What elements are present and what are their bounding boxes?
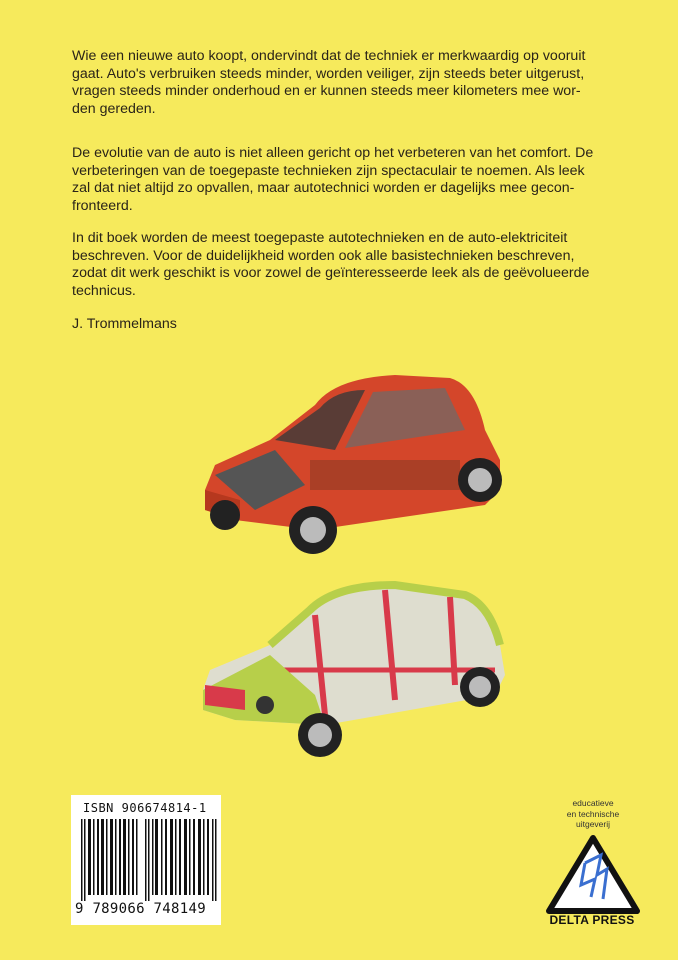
tagline-line: en technische (566, 808, 620, 819)
body-frame-car-illustration (195, 575, 515, 765)
isbn-number: ISBN 906674814-1 (83, 801, 207, 815)
publisher-tagline (548, 798, 638, 830)
text-line: vragen steeds minder onderhoud en er kunnen steeds meer kilometers mee wor- (72, 83, 581, 99)
text-line: verbeteringen van de toegepaste technieken zijn spectaculair te noemen. Als leek (72, 162, 585, 179)
tagline-line: uitgeverij (575, 819, 611, 829)
text-line: gaat. Auto's verbruiken steeds minder, worden veiliger, zijn steeds beter uitgerust, (72, 65, 585, 82)
text-line: Wie een nieuwe auto koopt, ondervindt dat de techniek er merkwaardig op vooruit (72, 48, 586, 64)
delta-press-logo-icon (545, 835, 641, 915)
text-line: den gereden. (72, 100, 156, 117)
text-line: beschreven. Voor de duidelijkheid worden ook alle basistechnieken beschreven, (72, 247, 575, 264)
ean-number: 9 789066 748149 (75, 901, 206, 917)
author-signature: J. Trommelmans (72, 316, 177, 332)
text-line: technicus. (72, 282, 136, 299)
blurb-paragraph-1 (72, 48, 585, 118)
barcode-bars (81, 819, 217, 901)
isbn-barcode (71, 795, 221, 925)
text-line: zodat dit werk geschikt is voor zowel de geïnteresseerde leek als de geëvolueerde (72, 265, 590, 281)
text-line: fronteerd. (72, 197, 133, 214)
text-line: zal dat niet altijd zo opvallen, maar autotechnici worden er dagelijks mee gecon- (72, 180, 575, 196)
cutaway-car-illustration (195, 370, 510, 560)
publisher-name: DELTA PRESS (549, 913, 635, 927)
text-line: De evolutie van de auto is niet alleen gericht op het verbeteren van het comfort. De (72, 145, 594, 161)
text-line: In dit boek worden de meest toegepaste autotechnieken en de auto-elektriciteit (72, 230, 568, 246)
blurb-paragraph-3 (72, 230, 589, 300)
blurb-paragraph-2 (72, 145, 593, 215)
tagline-line: educatieve (572, 798, 614, 808)
